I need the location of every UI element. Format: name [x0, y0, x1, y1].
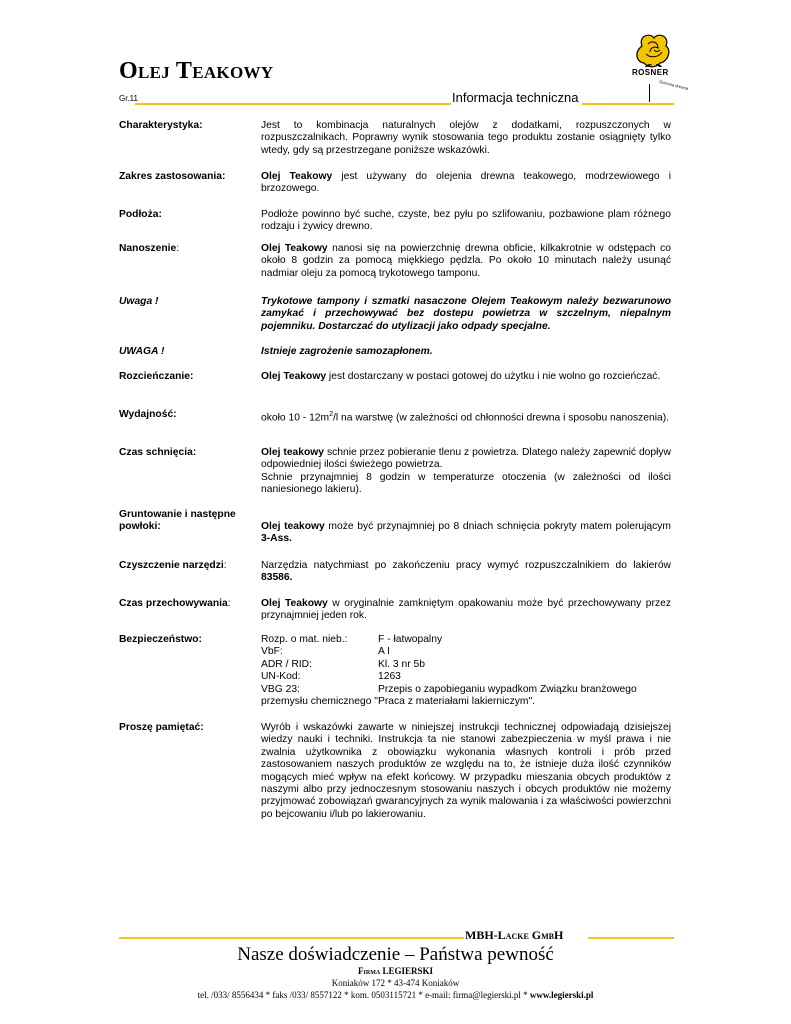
document-title: Olej Teakowy [119, 58, 274, 84]
row-text: Wyrób i wskazówki zawarte w niniejszej instrukcji technicznej odpowiadają dzisiejszej wiedzy nauki i techniki. Instrukcja ta nie stanowi zabezpieczenia w myśl prawa i nie zwalnia użytkownika z obowiązku wykonania własnych kontroli i prób przed zastosowaniem naszych produktów ze względu na to, że istnieje duża ilość czynników mogących mieć wpływ na efekt końcowy. W przypadku mieszania obcych produktów z naszymi albo przy jednoczesnym stosowaniu naszych i obcych produktów nie możemy przyjmować zobowiązań gwarancyjnych za wynik malowania i za właściwości powierzchni po bejcowaniu i/lub po lakierowaniu. [261, 722, 671, 820]
row-text: jest dostarczany w postaci gotowej do użytku i nie wolno go rozcieńczać. [326, 371, 661, 382]
product-name: Olej Teakowy [261, 171, 333, 182]
safety-value: A I [378, 646, 391, 658]
safety-key: UN-Kod: [261, 671, 301, 683]
rose-logo-icon [628, 30, 678, 104]
safety-value: F - łatwopalny [378, 634, 443, 645]
row-text: schnie przez pobieranie tlenu z powietrza. Dlatego należy zapewnić dopływ odpowiedniej ilości świeżego powietrza. [261, 447, 671, 471]
row-label: Gruntowanie i następne powłoki: [119, 509, 236, 533]
safety-key: Rozp. o mat. nieb.: [261, 634, 348, 645]
footer-firm: Firma LEGIERSKI [358, 966, 433, 976]
logo-divider [649, 84, 650, 102]
safety-pair [261, 646, 671, 658]
row-label-suffix: : [227, 598, 231, 609]
row-label: Czas przechowywania [119, 598, 228, 609]
row-label-suffix: : [176, 243, 180, 254]
safety-pair [261, 671, 671, 683]
footer-website-link[interactable]: www.legierski.pl [529, 990, 594, 1000]
product-name: Olej Teakowy [261, 243, 328, 254]
row-text: Podłoże powinno być suche, czyste, bez pyłu po szlifowaniu, pozbawione plam różnego rodzaju i żywicy drewno. [261, 209, 671, 233]
product-name: Olej teakowy [261, 521, 325, 532]
product-name: Olej Teakowy [261, 371, 327, 382]
safety-key: VbF: [261, 646, 283, 658]
product-ref: 83586. [261, 572, 293, 584]
footer-address: Koniaków 172 * 43-474 Koniaków [331, 978, 460, 988]
row-label: Proszę pamiętać: [119, 722, 204, 733]
row-label: Zakres zastosowania: [119, 171, 226, 182]
row-text: Jest to kombinacja naturalnych olejów z dodatkami, rozpuszczonych w rozpuszczalnikach. Poprawny wynik stosowania tego produktu zostanie osiągnięty tylko wtedy, gdy są przestrzegane poniższe wskazówki. [261, 120, 671, 156]
footer-contact-text: tel. /033/ 8556434 * faks /033/ 8557122 * kom. 0503115721 * e-mail: firma@legierski.pl * [197, 990, 530, 1000]
row-text: nanosi się na powierzchnię drewna obficie, kilkakrotnie w odstępach co około 8 godzin za pomocą miękkiego pędzla. Po około 10 minutach należy usunąć nadmiar oleju za pomocą trykotowego tamponu. [261, 243, 671, 279]
section-title: Informacja techniczna [452, 90, 579, 105]
product-ref: 3-Ass. [261, 533, 292, 545]
row-text: jest używany do olejenia drewna teakowego, modrzewiowego i brzozowego. [261, 171, 671, 195]
safety-tail: przemysłu chemicznego "Praca z materiałami lakierniczym". [261, 696, 535, 708]
row-label-suffix: : [223, 560, 227, 571]
logo-brand-name: ROSNER [632, 68, 669, 77]
row-text: w oryginalnie zamkniętym opakowaniu może być przechowywany przez przynajmniej jeden rok. [261, 598, 671, 622]
logo-tagline: Ochrona drewna [658, 79, 689, 92]
safety-value: Kl. 3 nr 5b [378, 658, 425, 670]
footer-contact [0, 990, 791, 1000]
footer-slogan: Nasze doświadczenie – Państwa pewność [237, 944, 554, 965]
superscript: 2 [329, 411, 334, 418]
row-label: Bezpieczeństwo: [119, 634, 202, 645]
product-name: Olej Teakowy [261, 598, 328, 609]
safety-pair [261, 634, 671, 646]
row-label: Podłoża: [119, 209, 162, 220]
row-text-cont: /l na warstwę (w zależności od chłonności drewna i sposobu nanoszenia). [333, 412, 670, 424]
row-label: Czas schnięcia: [119, 447, 197, 458]
row-text: może być przynajmniej po 8 dniach schnięcia pokryty matem polerującym [324, 521, 672, 532]
safety-value: 1263 [378, 671, 401, 683]
safety-key: VBG 23: [261, 683, 300, 695]
header-rule-left [135, 103, 451, 105]
row-text: około 10 - 12m [261, 412, 330, 424]
row-label: Nanoszenie [119, 243, 177, 254]
safety-table [261, 634, 671, 708]
safety-value: Przepis o zapobieganiu wypadkom Związku branżowego [378, 683, 637, 695]
row-text: Trykotowe tampony i szmatki nasaczone Olejem Teakowym należy bezwarunowo zamykać i przechowywać bez dostepu powietrza w szczelnym, niepalnym pojemniku. Dostarczać do utylizacji jako odpady specjalne. [261, 296, 671, 332]
safety-key: ADR / RID: [261, 658, 312, 670]
row-text: Narzędzia natychmiast po zakończeniu pracy wymyć rozpuszczalnikiem do lakierów [261, 560, 671, 571]
row-text-2: Schnie przynajmniej 8 godzin w temperaturze otoczenia (w zależności od ilości naniesionego lakieru). [261, 471, 671, 496]
row-label: UWAGA ! [119, 346, 165, 357]
row-label: Czyszczenie narzędzi [119, 560, 224, 571]
footer-rule-left [119, 937, 464, 939]
row-label: Rozcieńczanie: [119, 371, 194, 382]
footer-company: MBH-Lacke GmbH [465, 928, 564, 942]
safety-pair [261, 684, 671, 696]
row-label: Uwaga ! [119, 296, 159, 307]
row-text: Istnieje zagrożenie samozapłonem. [261, 346, 433, 357]
row-label: Wydajność: [119, 409, 177, 420]
row-label: Charakterystyka: [119, 120, 203, 131]
product-name: Olej teakowy [261, 447, 325, 458]
safety-pair [261, 659, 671, 671]
footer-rule-right [588, 937, 674, 939]
product-group-code: Gr.11 [119, 94, 138, 103]
